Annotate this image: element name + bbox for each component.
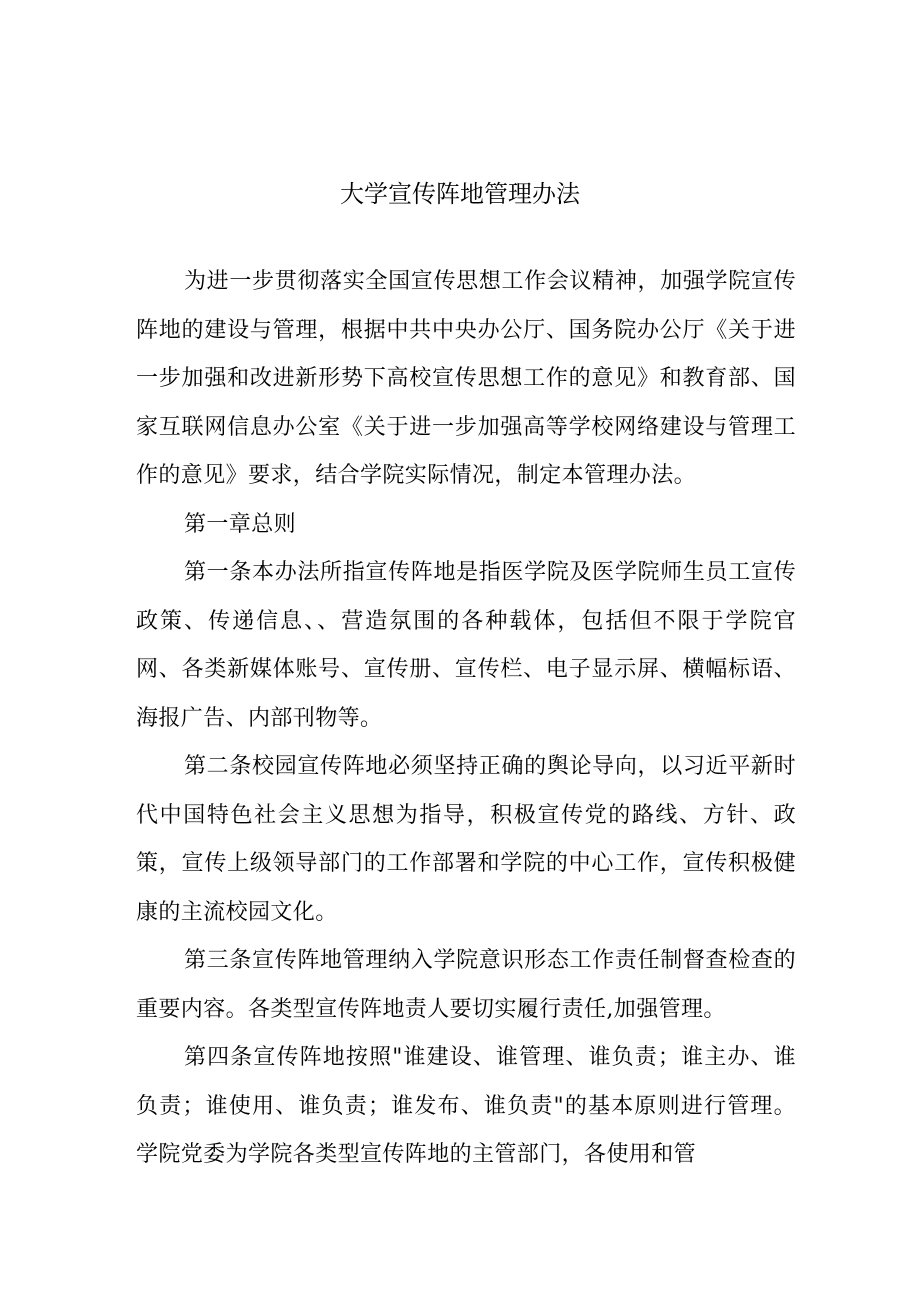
chapter-heading: 第一章总则 bbox=[184, 511, 297, 537]
document-body bbox=[136, 258, 796, 1180]
article-2-paragraph: 第二条校园宣传阵地必须坚持正确的舆论导向，以习近平新时代中国特色社会主义思想为指导，积极宣传党的路线、方针、政策，宣传上级领导部门的工作部署和学院的中心工作，宣传积极健康的主流校园文化。 bbox=[136, 754, 796, 925]
article-4-paragraph: 第四条宣传阵地按照"谁建设、谁管理、谁负责；谁主办、谁负责；谁使用、谁负责；谁发布、谁负责"的基本原则进行管理。学院党委为学院各类型宣传阵地的主管部门，各使用和管 bbox=[136, 1045, 796, 1167]
preamble-paragraph: 为进一步贯彻落实全国宣传思想工作会议精神，加强学院宣传阵地的建设与管理，根据中共中央办公厅、国务院办公厅《关于进一步加强和改进新形势下高校宣传思想工作的意见》和教育部、国家互联网信息办公室《关于进一步加强高等学校网络建设与管理工作的意见》要求，结合学院实际情况，制定本管理办法。 bbox=[136, 269, 796, 488]
article-3-paragraph: 第三条宣传阵地管理纳入学院意识形态工作责任制督查检查的重要内容。各类型宣传阵地责人要切实履行责任,加强管理。 bbox=[136, 948, 796, 1022]
article-1-paragraph: 第一条本办法所指宣传阵地是指医学院及医学院师生员工宣传政策、传递信息、、营造氛围的各种载体，包括但不限于学院官网、各类新媒体账号、宣传册、宣传栏、电子显示屏、横幅标语、海报广告、内部刊物等。 bbox=[136, 560, 796, 731]
document-title: 大学宣传阵地管理办法 bbox=[340, 180, 580, 208]
